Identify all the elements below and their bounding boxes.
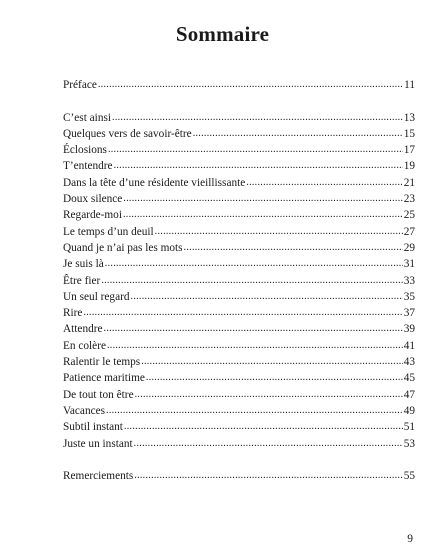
dot-leader	[184, 240, 403, 256]
toc-entry-page: 53	[403, 437, 415, 450]
toc-entry-page: 31	[403, 258, 415, 271]
toc-entry	[63, 126, 415, 142]
toc-entry-title: Préface	[63, 79, 97, 91]
toc-entry-title: Vacances	[63, 404, 106, 417]
dot-leader	[134, 468, 402, 484]
toc-entry	[63, 175, 415, 191]
dot-leader	[135, 387, 403, 403]
toc-entry	[63, 354, 415, 370]
toc-entry	[63, 110, 415, 126]
toc-entry	[63, 142, 415, 158]
toc-entry-page: 21	[403, 176, 415, 189]
toc-entry	[63, 403, 415, 419]
toc-entry-page: 41	[403, 339, 415, 352]
toc-entry-page: 19	[403, 160, 415, 173]
toc-entry	[63, 468, 415, 484]
toc-entry	[63, 289, 415, 305]
toc-entry-title: Dans la tête d’une résidente vieillissante	[63, 176, 246, 189]
toc-entry-title: Le temps d’un deuil	[63, 225, 154, 238]
toc-entry-title: Regarde-moi	[63, 209, 122, 222]
toc-entry-title: Je suis là	[63, 258, 104, 271]
toc-entry	[63, 305, 415, 321]
toc-entry	[63, 191, 415, 207]
page-title: Sommaire	[175, 22, 270, 46]
toc-entry-page: 55	[403, 470, 415, 483]
dot-leader	[98, 77, 403, 93]
dot-leader	[108, 142, 403, 158]
toc-entry-title: Rire	[63, 307, 83, 320]
toc-entry	[63, 256, 415, 272]
toc-entry-title: Quand je n’ai pas les mots	[63, 241, 183, 254]
toc-entry	[63, 370, 415, 386]
toc-entry-title: Un seul regard	[63, 290, 130, 303]
toc-entry-title: En colère	[63, 339, 106, 352]
toc-entry-page: 17	[403, 144, 415, 157]
toc-entry-page: 35	[403, 290, 415, 303]
toc-entry-page: 33	[403, 274, 415, 287]
toc-entry	[63, 436, 415, 452]
dot-leader	[114, 158, 403, 174]
toc-entry-title: C’est ainsi	[63, 111, 112, 124]
toc-entry-page: 29	[403, 241, 415, 254]
page-number: 9	[407, 533, 413, 545]
dot-leader	[123, 207, 403, 223]
dot-leader	[123, 191, 402, 207]
toc-group	[63, 468, 415, 484]
toc-entry-page: 45	[403, 372, 415, 385]
toc-entry	[63, 419, 415, 435]
dot-leader	[83, 305, 402, 321]
toc-entry-title: De tout ton être	[63, 388, 134, 401]
toc-entry-title: Patience maritime	[63, 372, 145, 385]
toc-entry-title: Juste un instant	[63, 437, 133, 450]
toc-entry-title: Être fier	[63, 274, 101, 287]
toc-group	[63, 110, 415, 452]
toc-entry-title: Éclosions	[63, 144, 107, 157]
dot-leader	[104, 321, 403, 337]
toc-entry-page: 27	[403, 225, 415, 238]
toc-entry-title: Ralentir le temps	[63, 356, 141, 369]
toc-entry	[63, 321, 415, 337]
dot-leader	[193, 126, 403, 142]
dot-leader	[246, 175, 402, 191]
toc-entry-page: 15	[403, 127, 415, 140]
toc-entry	[63, 240, 415, 256]
dot-leader	[107, 338, 403, 354]
toc-group	[63, 77, 415, 93]
dot-leader	[112, 110, 403, 126]
toc-entry	[63, 77, 415, 93]
toc-entry-title: Attendre	[63, 323, 103, 336]
toc-entry	[63, 224, 415, 240]
dot-leader	[101, 273, 402, 289]
toc-entry-title: Quelques vers de savoir-être	[63, 127, 192, 140]
toc-entry-page: 13	[403, 111, 415, 124]
toc-entry-page: 25	[403, 209, 415, 222]
toc-entry	[63, 273, 415, 289]
dot-leader	[124, 419, 403, 435]
toc-entry-title: Remerciements	[63, 470, 134, 483]
dot-leader	[141, 354, 403, 370]
toc-entry-page: 47	[403, 388, 415, 401]
table-of-contents	[63, 77, 415, 484]
dot-leader	[146, 370, 403, 386]
dot-leader	[131, 289, 403, 305]
toc-entry-page: 11	[404, 79, 415, 91]
dot-leader	[106, 403, 403, 419]
toc-entry-title: Doux silence	[63, 193, 123, 206]
toc-entry-title: Subtil instant	[63, 421, 123, 434]
dot-leader	[155, 224, 403, 240]
dot-leader	[134, 436, 403, 452]
toc-entry-page: 51	[403, 421, 415, 434]
toc-entry-page: 39	[403, 323, 415, 336]
toc-entry-title: T’entendre	[63, 160, 113, 173]
toc-entry-page: 37	[403, 307, 415, 320]
dot-leader	[105, 256, 403, 272]
toc-entry	[63, 207, 415, 223]
toc-entry-page: 23	[403, 193, 415, 206]
toc-entry-page: 49	[403, 404, 415, 417]
toc-entry	[63, 158, 415, 174]
toc-entry	[63, 387, 415, 403]
toc-entry-page: 43	[403, 356, 415, 369]
toc-entry	[63, 338, 415, 354]
